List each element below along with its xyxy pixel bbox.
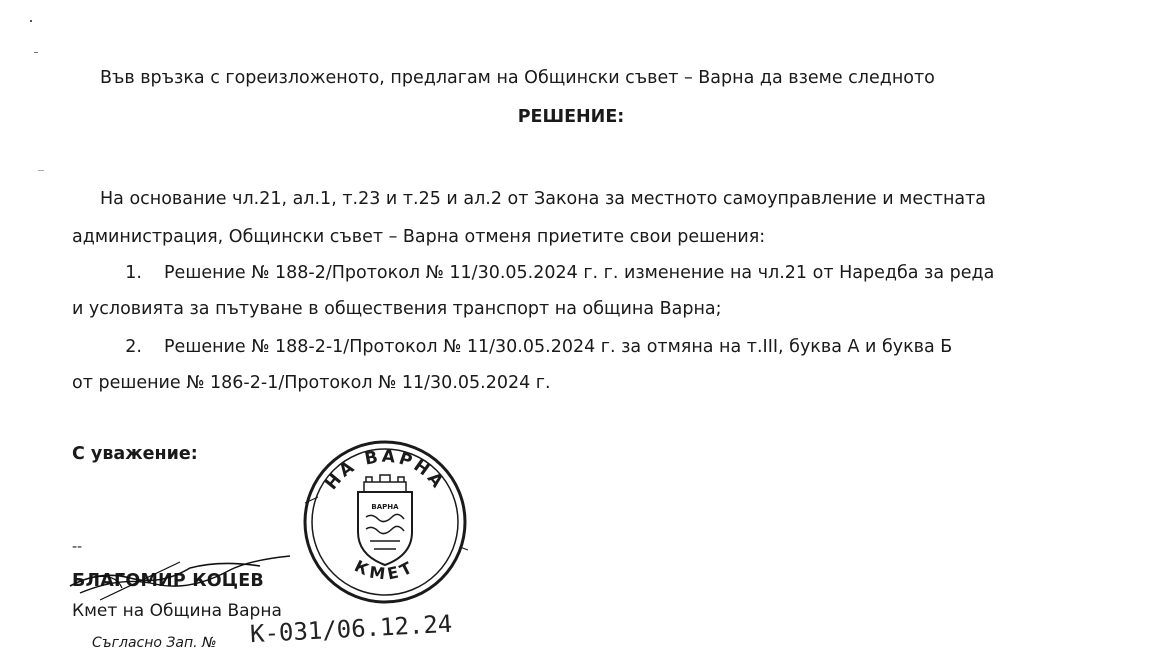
item-text: Решение № 188-2-1/Протокол № 11/30.05.2024 г. за отмяна на т.III, буква А и буква Б [164,337,953,357]
coat-of-arms-icon [358,475,412,565]
decision-item-1-continued: и условията за пътуване в обществения транспорт на община Варна; [72,299,722,319]
closing-salutation: С уважение: [72,444,198,464]
signature-dash: -- [72,539,83,555]
legal-basis-line-2: администрация, Общински съвет – Варна отменя приетите свои решения: [72,227,766,247]
signatory-name: БЛАГОМИР КОЦЕВ [72,571,264,591]
handwritten-signature [60,548,330,608]
scan-speck [38,170,44,171]
handwritten-reference: К-031/06.12.24 [249,609,453,649]
item-number: 2. [125,337,142,357]
legal-basis-line-1: На основание чл.21, ал.1, т.23 и т.25 и ал.2 от Закона за местното самоуправление и местната [100,189,987,209]
decision-item-2 [72,336,952,358]
decision-item-2-continued: от решение № 186-2-1/Протокол № 11/30.05.2024 г. [72,373,551,393]
emblem-text: ВАРНА [371,503,399,511]
scan-speck [30,20,32,22]
intro-line: Във връзка с гореизложеното, предлагам на Общински съвет – Варна да вземе следното [100,68,935,88]
item-text: Решение № 188-2/Протокол № 11/30.05.2024 г. г. изменение на чл.21 от Наредба за реда [164,263,995,283]
decision-heading: РЕШЕНИЕ: [517,107,625,127]
stamp-top-text: НА ВАРНА [321,446,449,494]
agreement-label: Съгласно Зап. № [92,635,217,651]
stamp-bottom-text: КМЕТ [351,556,419,584]
scan-speck [34,52,38,53]
signatory-role: Кмет на Община Варна [72,601,282,621]
decision-item-1 [72,262,994,284]
item-number: 1. [125,263,142,283]
